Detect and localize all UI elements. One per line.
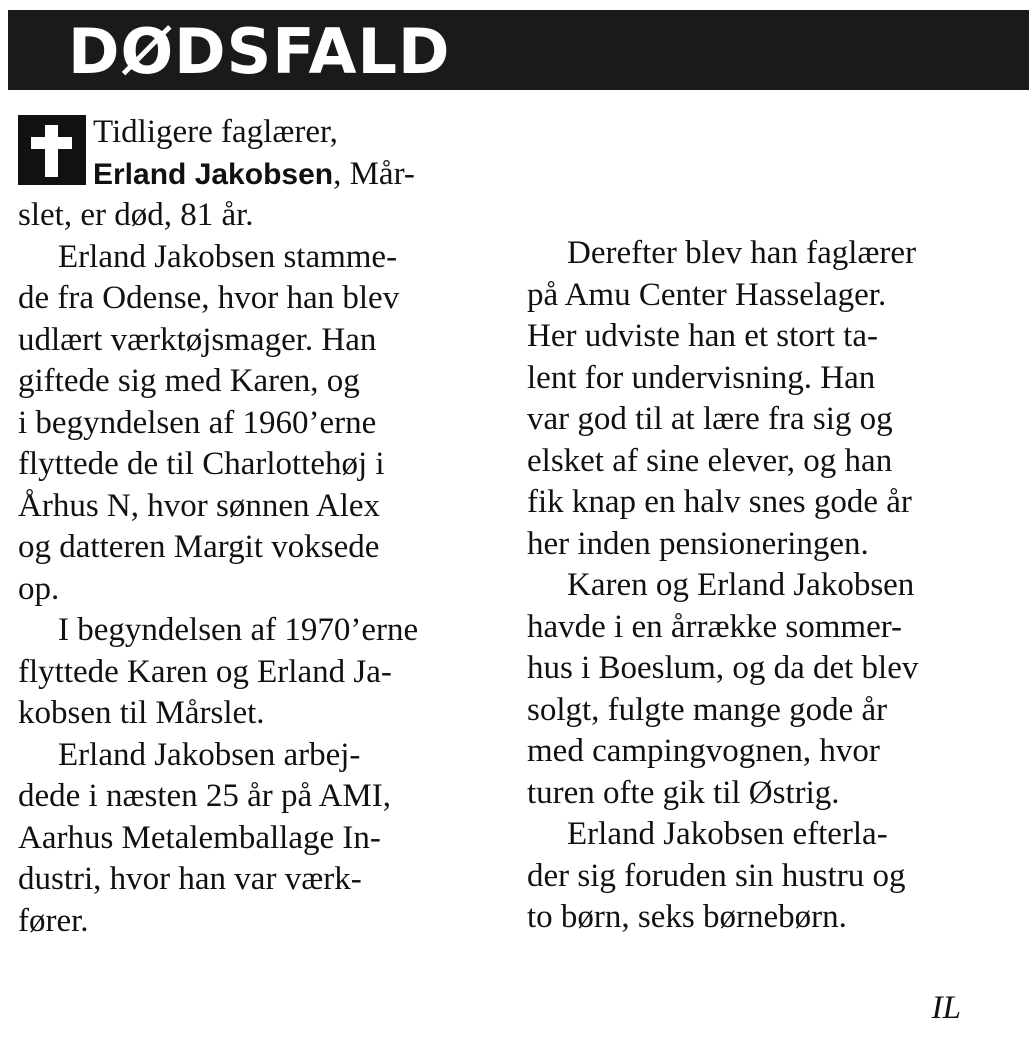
text-line: fører. — [18, 902, 89, 939]
text-line: dede i næsten 25 år på AMI, — [18, 778, 392, 814]
text-line: havde i en årrække sommer- — [527, 608, 903, 645]
text-line: var god til at lære fra sig og — [527, 401, 893, 437]
author-signature: IL — [931, 990, 961, 1026]
text-line: her inden pensioneringen. — [527, 525, 869, 562]
text-line: lent for undervisning. Han — [527, 359, 876, 396]
text-line: Erland Jakobsen efterla- — [567, 816, 888, 852]
text-line: giftede sig med Karen, og — [18, 363, 360, 399]
header-bar — [8, 10, 1029, 90]
text-line: de fra Odense, hvor han blev — [18, 280, 400, 316]
text-line: udlært værktøjsmager. Han — [18, 321, 377, 358]
intro-line-3: slet, er død, 81 år. — [18, 197, 254, 233]
deceased-name: Erland Jakobsen — [93, 157, 334, 191]
text-line: med campingvognen, hvor — [527, 733, 880, 769]
text-line: Derefter blev han faglærer — [567, 235, 917, 271]
text-line: kobsen til Mårslet. — [18, 695, 265, 731]
text-line: Karen og Erland Jakobsen — [567, 567, 915, 603]
intro-line-2: Erland Jakobsen, Mår- — [93, 155, 415, 192]
text-line: hus i Boeslum, og da det blev — [527, 650, 919, 686]
intro-line-1: Tidligere faglærer, — [93, 114, 338, 150]
text-line: flyttede Karen og Erland Ja- — [18, 653, 392, 690]
text-line: Her udviste han et stort ta- — [527, 318, 878, 354]
text-line: Erland Jakobsen arbej- — [58, 736, 361, 773]
right-column — [527, 233, 1007, 939]
text-line: solgt, fulgte mange gode år — [527, 691, 888, 728]
text-line: turen ofte gik til Østrig. — [527, 774, 840, 811]
text-line: flyttede de til Charlottehøj i — [18, 446, 385, 482]
text-line: i begyndelsen af 1960’erne — [18, 404, 377, 441]
text-line: Århus N, hvor sønnen Alex — [18, 487, 381, 524]
text-line: elsket af sine elever, og han — [527, 442, 893, 479]
text-line: op. — [18, 570, 60, 607]
text-line: fik knap en halv snes gode år — [527, 484, 912, 520]
text-line: Erland Jakobsen stamme- — [58, 238, 398, 275]
text-line: Aarhus Metalemballage In- — [18, 819, 381, 856]
left-column — [18, 112, 488, 942]
text-line: på Amu Center Hasselager. — [527, 276, 887, 313]
section-title: DØDSFALD — [68, 15, 451, 88]
text-line: og datteren Margit voksede — [18, 529, 380, 565]
text-line: der sig foruden sin hustru og — [527, 857, 906, 894]
text-line: dustri, hvor han var værk- — [18, 861, 362, 897]
text-line: I begyndelsen af 1970’erne — [58, 612, 419, 648]
text-line: to børn, seks børnebørn. — [527, 899, 847, 935]
